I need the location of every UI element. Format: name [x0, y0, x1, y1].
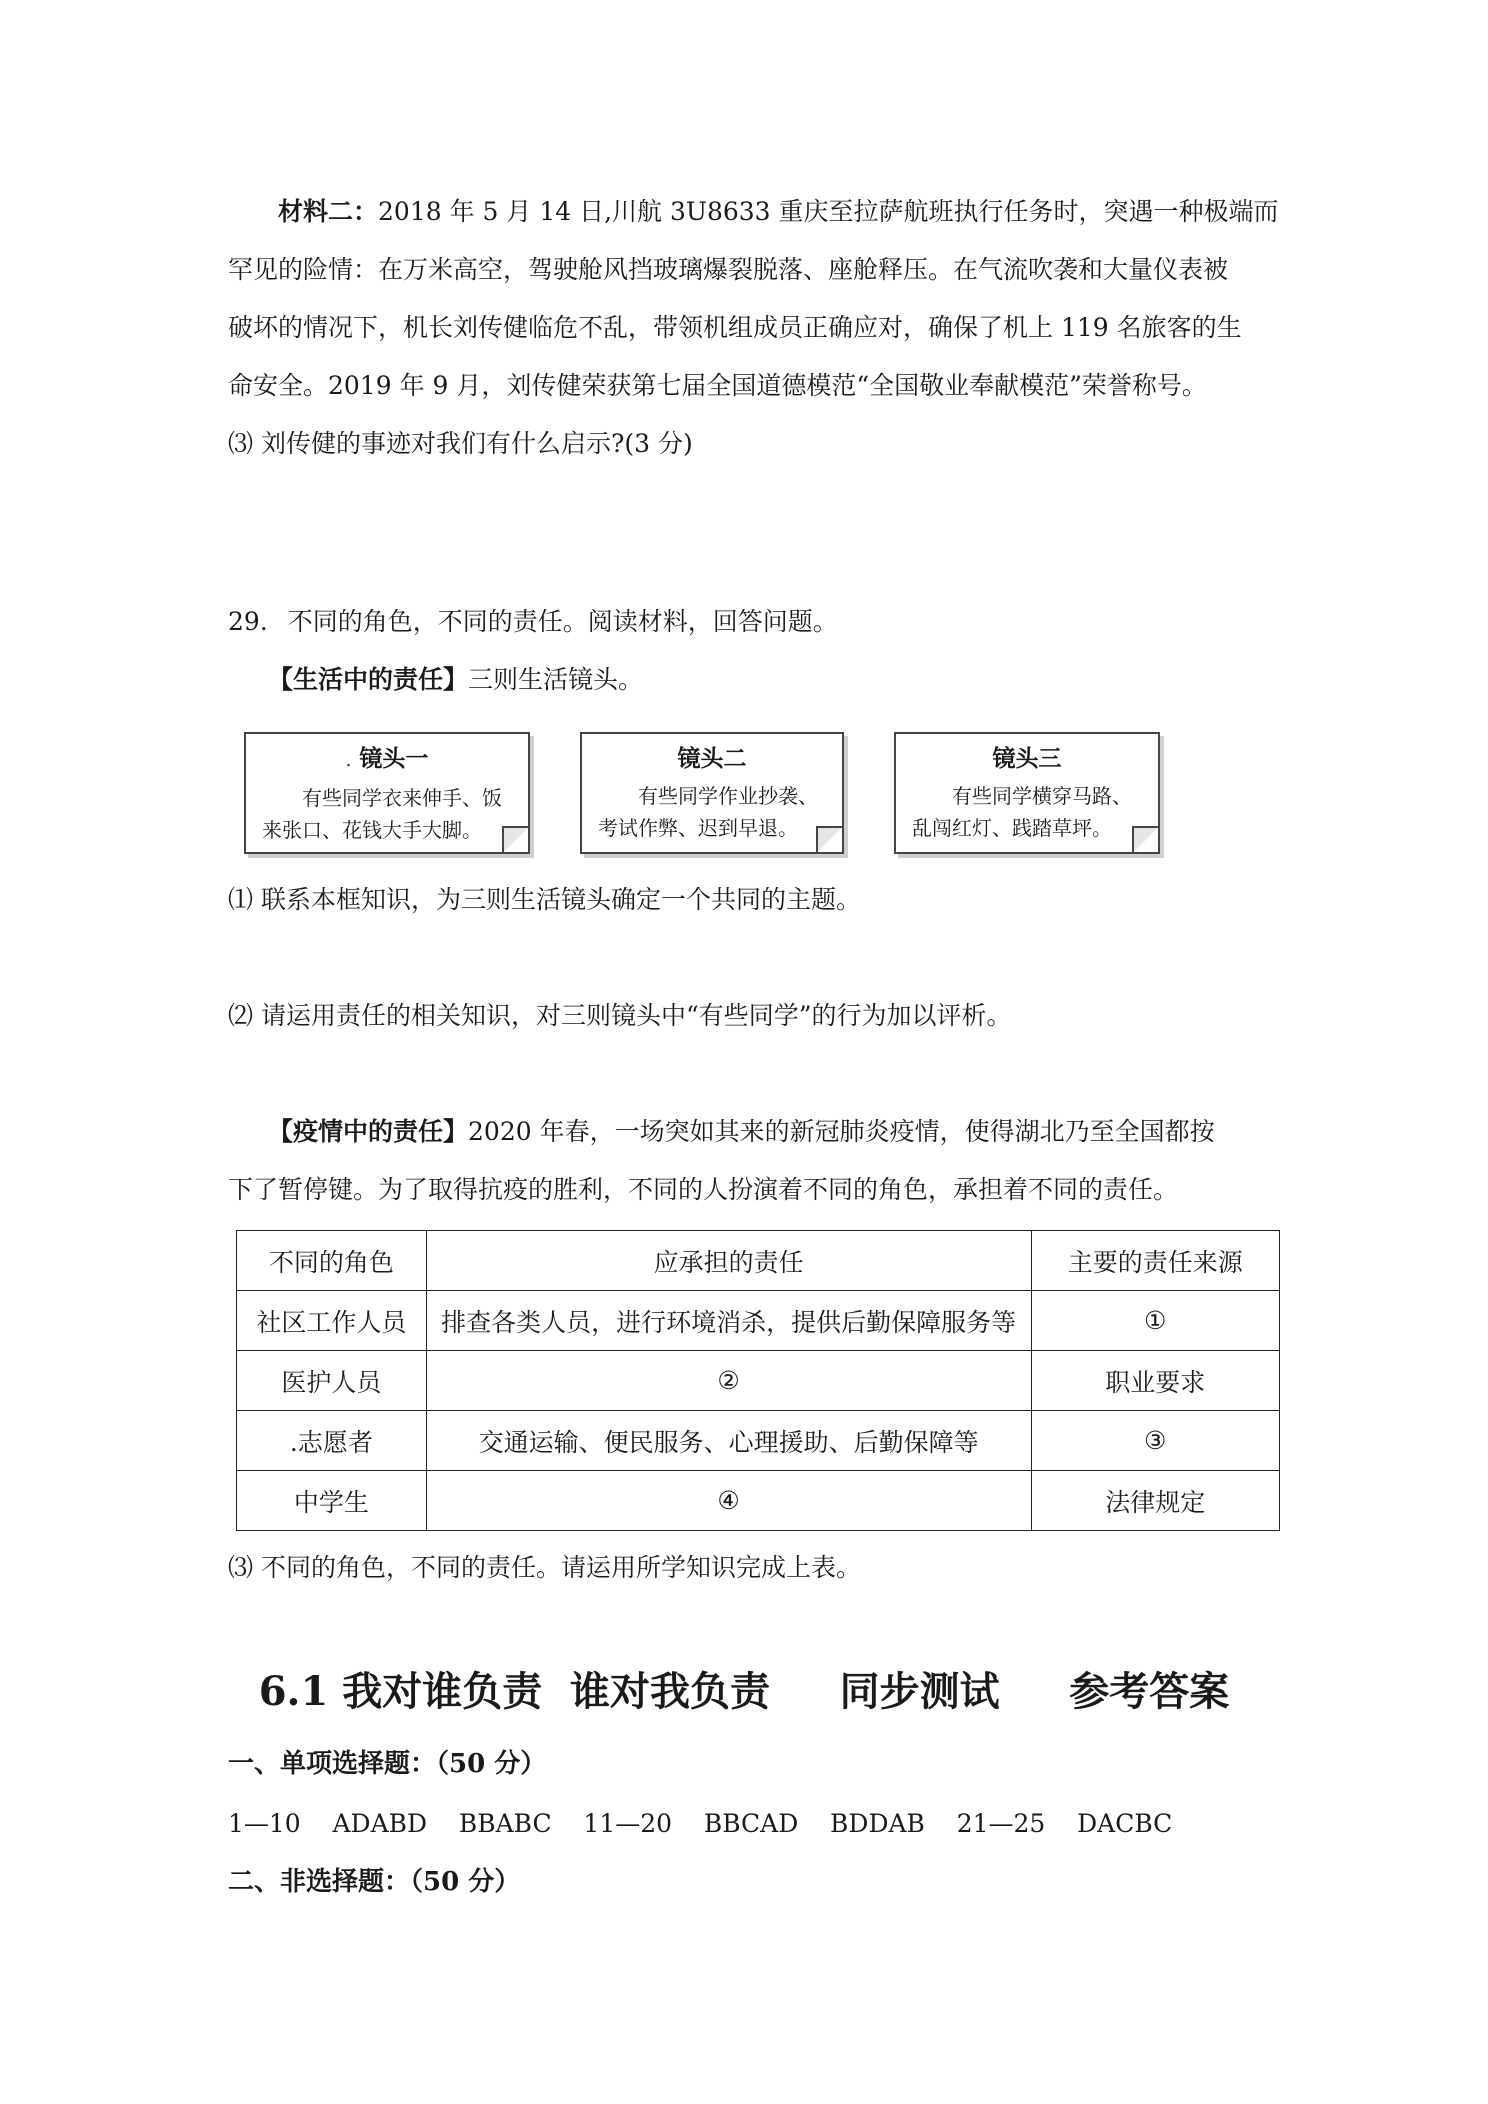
- table-header-row: [237, 1231, 1280, 1291]
- table-header-cell: 应承担的责任: [426, 1231, 1031, 1291]
- material2-line-4: 命安全。2019 年 9 月，刘传健荣获第七届全国道德模范“全国敬业奉献模范”荣誉称号。: [228, 371, 1207, 400]
- scene-card-1: [244, 732, 530, 854]
- table-row: [237, 1471, 1280, 1531]
- scene-card-1-text: 有些同学衣来伸手、饭来张口、花钱大手大脚。: [262, 786, 502, 842]
- material2-line-1: [278, 192, 1279, 232]
- material2-question-3: ⑶ 刘传健的事迹对我们有什么启示?(3 分): [228, 429, 693, 458]
- material2-line-3: 破坏的情况下，机长刘传健临危不乱，带领机组成员正确应对，确保了机上 119 名旅客的生: [228, 313, 1242, 342]
- table-cell: 交通运输、便民服务、心理援助、后勤保障等: [426, 1411, 1031, 1471]
- material2-text-1: 2018 年 5 月 14 日,川航 3U8633 重庆至拉萨航班执行任务时，突遇一种极端而: [378, 197, 1279, 226]
- answer-key-line: 1—10 ADABD BBABC 11—20 BBCAD BDDAB 21—25 DACBC: [228, 1809, 1173, 1838]
- scene-card-2: [580, 732, 844, 854]
- table-row: [237, 1411, 1280, 1471]
- q29-sub-2: ⑵ 请运用责任的相关知识，对三则镜头中“有些同学”的行为加以评析。: [228, 1001, 1012, 1030]
- scene-card-3-title: 镜头三: [992, 745, 1062, 772]
- table-cell: 社区工作人员: [237, 1291, 427, 1351]
- page-curl-icon: [816, 826, 842, 852]
- life-responsibility-text: 三则生活镜头。: [468, 665, 644, 694]
- epidemic-label: 【疫情中的责任】: [268, 1117, 469, 1146]
- material2-label: 材料二：: [278, 197, 379, 226]
- table-cell: 排查各类人员，进行环境消杀，提供后勤保障服务等: [426, 1291, 1031, 1351]
- table-cell: 医护人员: [237, 1351, 427, 1411]
- table-cell: .志愿者: [237, 1411, 427, 1471]
- epidemic-line-2: 下了暂停键。为了取得抗疫的胜利，不同的人扮演着不同的角色，承担着不同的责任。: [228, 1175, 1179, 1204]
- table-cell: 中学生: [237, 1471, 427, 1531]
- table-cell: ③: [1031, 1411, 1280, 1471]
- answer-section-2: 二、非选择题：（50 分）: [228, 1867, 521, 1897]
- material2-line-2: 罕见的险情：在万米高空，驾驶舱风挡玻璃爆裂脱落、座舱释压。在气流吹袭和大量仪表被: [228, 255, 1229, 284]
- table-row: [237, 1291, 1280, 1351]
- table-cell: 法律规定: [1031, 1471, 1280, 1531]
- q29-sub-3: ⑶ 不同的角色，不同的责任。请运用所学知识完成上表。: [228, 1553, 861, 1582]
- answer-section-1: 一、单项选择题：（50 分）: [228, 1749, 547, 1779]
- scene-card-3: [894, 732, 1160, 854]
- epidemic-line-1: [268, 1112, 1215, 1152]
- scene-card-2-title: 镜头二: [677, 745, 747, 772]
- life-responsibility-line: [268, 660, 643, 700]
- table-header-cell: 不同的角色: [237, 1231, 427, 1291]
- table-cell: ①: [1031, 1291, 1280, 1351]
- table-row: [237, 1351, 1280, 1411]
- q29-stem: 不同的角色，不同的责任。阅读材料，回答问题。: [287, 607, 838, 636]
- page-curl-icon: [1132, 826, 1158, 852]
- page-curl-icon: [502, 826, 528, 852]
- scene-card-2-text: 有些同学作业抄袭、考试作弊、迟到早退。: [598, 784, 818, 840]
- q29-number: 29.: [228, 607, 268, 636]
- table-cell: 职业要求: [1031, 1351, 1280, 1411]
- scene-card-3-text: 有些同学横穿马路、乱闯红灯、践踏草坪。: [912, 784, 1132, 840]
- table-cell: ④: [426, 1471, 1031, 1531]
- roles-table: [236, 1230, 1280, 1531]
- epidemic-text-1: 2020 年春，一场突如其来的新冠肺炎疫情，使得湖北乃至全国都按: [468, 1117, 1215, 1146]
- q29-stem-line: [228, 602, 838, 642]
- scene-card-1-title: . 镜头一: [345, 745, 429, 772]
- answer-key-title: 6.1 我对谁负责 谁对我负责 同步测试 参考答案: [258, 1668, 1230, 1715]
- life-responsibility-label: 【生活中的责任】: [268, 665, 469, 694]
- table-header-cell: 主要的责任来源: [1031, 1231, 1280, 1291]
- q29-sub-1: ⑴ 联系本框知识，为三则生活镜头确定一个共同的主题。: [228, 885, 861, 914]
- table-cell: ②: [426, 1351, 1031, 1411]
